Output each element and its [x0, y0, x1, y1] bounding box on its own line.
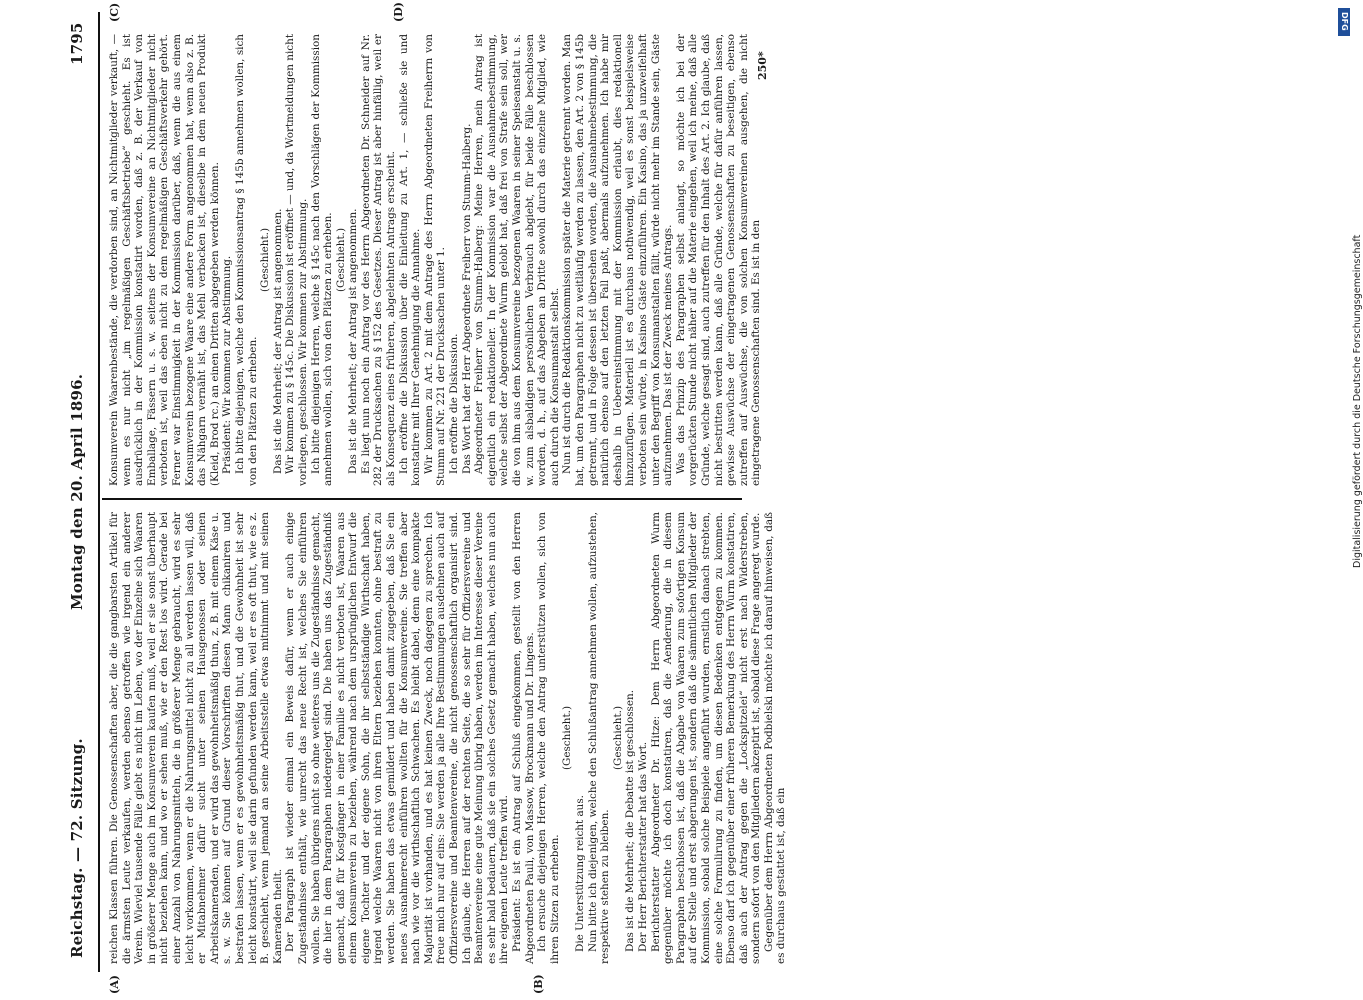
procedural-note: (Geschieht.) [334, 227, 347, 293]
paragraph: Präsident: Es ist ein Antrag auf Schluß eingekommen, gestellt von den Herren Abgeordneten Pauli, von Massow, Brockmann und Dr. Lingens. [511, 512, 536, 964]
paragraph: Berichterstatter Abgeordneter Dr. Hitze: Dem Herrn Abgeordneten Wurm gegenüber möchte ich doch konstatiren, daß die Aenderung, die in diesem Paragraphen beschlossen ist, daß die Abgabe von Waaren zum sofortigen Konsum auf der Stelle und erst abgerungen ist, sondern daß die sämmtlichen Mitglieder der Kommission, sobald solche Beispiele angeführt wurden, ernstlich danach strebten, eine solche Formulirung zu finden, um diesen Bedenken entgegen zu kommen. Ebenso darf ich gegenüber einer früheren Bemerkung des Herrn Wurm konstatiren, daß auch der Antrag gegen die „Lockspitzelei“ nicht erst nach Widerstreben, sondern sofort von den Mitgliedern akzeptirt ist, sobald diese Frage angeregt wurde. [649, 512, 763, 964]
header-rule [98, 12, 100, 972]
paragraph: Ich ersuche diejenigen Herren, welche den Antrag unterstützen wollen, sich von ihren Sitzen zu erheben. [536, 512, 561, 964]
dfg-logo: DFG [1338, 8, 1350, 36]
text-column-left [108, 512, 788, 964]
paragraph: Präsident: Wir kommen zur Abstimmung. [221, 255, 234, 474]
paragraph: Es liegt nun noch ein Antrag vor des Herrn Abgeordneten Dr. Schneider auf Nr. 282 der Drucksachen zu § 152 des Gesetzes. Dieser Antrag ist aber hinfällig, weil er als Konsequenz eines früheren, abgelehnten Antrags erscheint. [359, 34, 398, 486]
credit-text: Digitalisierung gefördert durch die Deutsche Forschungsgemeinschaft [1352, 234, 1363, 568]
paragraph: Die Unterstützung reicht aus. [573, 795, 586, 952]
margin-marker-a: (A) [108, 975, 121, 994]
margin-marker-b: (B) [532, 974, 545, 994]
paragraph: Ich bitte diejenigen Herren, welche § 145c nach den Vorschlägen der Kommission annehmen wollen, sich von den Plätzen zu erheben. [309, 34, 335, 486]
paragraph: Konsumverein Waarenbestände, die verdorben sind, an Nichtmitglieder verkauft, — wenn es nur nicht „im regelmäßigen Geschäftsbetriebe“ geschieht. Es ist ausdrücklich in der Kommission konstatirt worden, daß z. B. der Verkauf von Emballage, Fässern u. s. w. seitens der Konsumvereine an Nichtmitglieder nicht verboten ist, weil das eben nicht zu dem regelmäßigen Geschäftsverkehr gehört. Ferner war Einstimmigkeit in der Kommission darüber, daß, wenn die aus einem Konsumverein bezogene Waare eine andere Form angenommen hat, wenn also z. B. das Nähgarn vernäht ist, das Mehl verbacken ist, dieselbe in dem neuen Produkt (Kleid, Brod rc.) an einen Dritten abgegeben werden können. [108, 34, 221, 486]
paragraph: Abgeordneter Freiherr von Stumm-Halberg: Meine Herren, mein Antrag ist eigentlich ein redaktioneller. In der Kommission war die Ausnahmebestimmung, welche selbst der Abgeordnete Wurm gelobt hat, daß frei von Strafe sein soll, wer die von ihm aus dem Konsumvereine bezogenen Waaren in seiner Speiseanstalt u. s. w. zum alsbaldigen persönlichen Verbrauch abgiebt, für beide Fälle beschlossen worden, d. h., auf das Abgeben an Dritte sowohl durch das einzelne Mitglied, wie auch durch die Konsumanstalt selbst. [473, 34, 561, 486]
procedural-note: (Geschieht.) [561, 705, 574, 771]
signature-number: 250* [756, 51, 769, 80]
header-session: Reichstag. — 72. Sitzung. [68, 738, 86, 958]
text-column-right [108, 34, 788, 486]
procedural-note: (Geschieht.) [259, 227, 272, 293]
paragraph: Nun bitte ich diejenigen, welche den Schlußantrag annehmen wollen, aufzustehen, respektive stehen zu bleiben. [586, 512, 612, 964]
margin-marker-c: (C) [108, 2, 121, 22]
paragraph: Das ist die Mehrheit; die Debatte ist geschlossen. [624, 689, 637, 952]
procedural-note: (Geschieht.) [611, 705, 624, 771]
paragraph: Das ist die Mehrheit; der Antrag ist angenommen. [271, 208, 284, 474]
paragraph: Was das Prinzip des Paragraphen selbst anlangt, so möchte ich bei der vorgerückten Stunde nicht näher auf die Materie eingehen, weil ich meine, daß alle Gründe, welche gesagt sind, auch zutreffen für den Inhalt des Art. 2. Ich glaube, daß nicht bestritten werden kann, daß alle Gründe, welche für dafür anführen lassen, gewisse Auswüchse der eingetragenen Genossenschaften zu beseitigen, ebenso zutreffen auf Auswüchse, die von solchen Konsumvereinen ausgehen, die nicht eingetragene Genossenschaften sind. Es ist in den [674, 34, 763, 486]
header-page-number: 1795 [68, 22, 86, 65]
paragraph: Das ist die Mehrheit; der Antrag ist angenommen. [347, 208, 360, 474]
paragraph: Ich bitte diejenigen, welche den Kommissionsantrag § 145b annehmen wollen, sich von den Plätzen zu erheben. [233, 34, 259, 486]
paragraph: Wir kommen zu Art. 2 mit dem Antrage des Herrn Abgeordneten Freiherrn von Stumm auf Nr. 221 der Drucksachen unter 1. [422, 34, 448, 486]
page-header [62, 0, 96, 1000]
paragraph: Gegenüber dem Herrn Abgeordneten Podbielski möchte ich darauf hinweisen, daß es durchaus gestattet ist, daß ein [762, 512, 788, 964]
margin-marker-d: (D) [392, 2, 405, 22]
column-divider [102, 498, 742, 500]
paragraph: Ich eröffne die Diskussion. [448, 333, 461, 474]
paragraph: Das Wort hat der Herr Abgeordnete Freiherr von Stumm-Halberg. [460, 123, 473, 474]
paragraph: Ich eröffne die Diskussion über die Einleitung zu Art. 1, — schließe sie und konstatire mit Ihrer Genehmigung die Annahme. [397, 34, 423, 486]
paragraph: Der Herr Berichterstatter hat das Wort. [636, 741, 649, 952]
document-page [62, 0, 1302, 1000]
paragraph: Wir kommen zu § 145c. Die Diskussion ist eröffnet — und, da Wortmeldungen nicht vorliegen, geschlossen. Wir kommen zur Abstimmung. [284, 34, 309, 486]
paragraph: Der Paragraph ist wieder einmal ein Beweis dafür, wenn er auch einige Zugeständnisse enthält, wie unrecht das neue Recht ist, welches Sie einführen wollen. Sie haben übrigens nicht so ohne weiteres uns die Zugeständnisse gemacht, die hier in dem Paragraphen niedergelegt sind. Die haben uns das Zugeständniß gemacht, daß für Kostgänger in einer Familie es nicht verboten ist, Waaren aus einem Konsumverein zu beziehen, während nach dem ursprünglichen Entwurf die eigene Tochter und der eigene Sohn, die ihr selbstständige Wirthschaft haben, irgend welche Waaren nicht von ihren Eltern beziehen konnten, ohne bestraft zu werden. Sie haben das etwas gemildert und haben damit zugegeben, daß Sie ein neues Ausnahmerecht einführen wollten für die Konsumvereine. Sie treffen aber nach wie vor die wirthschaftlich Schwachen. Es bleibt dabei, denn eine kompakte Majorität ist vorhanden, und es hat keinen Zweck, noch dagegen zu sprechen. Ich freue mich nur auf eins: Sie werden ja alle Ihre Bestimmungen ausdehnen auch auf Offiziersvereine und Beamtenvereine, die nicht genossenschaftlich organisirt sind. Ich glaube, die Herren auf der rechten Seite, die so sehr für Offiziersvereine und Beamtenvereine eine gute Meinung übrig haben, werden im Interesse dieser Vereine es sehr bald bedauern, daß sie ein solches Gesetz gemacht haben, welches nun auch ihre eigenen Leute treffen wird. [284, 512, 511, 964]
digitization-credit [1336, 8, 1363, 992]
paragraph: reichen Klassen führen. Die Genossenschaften aber, die die gangbarsten Artikel für die ärmsten Leute verkaufen, werden ebenso getroffen wie irgend ein anderer Verein. Wieviel tausende Fälle giebt es nicht im Leben, wo der Einzelne sich Waaren in größerer Menge auch im Konsumverein kaufen muß, weil er sie sonst überhaupt nicht beziehen kann, und wo er sehen muß, wie er den Rest los wird. Gerade bei einer Anzahl von Nahrungsmitteln, die in größerer Menge gebraucht, wird es sehr leicht vorkommen, wenn er die Nahrungsmittel nicht zu all werden lassen will, daß er Mitabnehmer dafür sucht unter seinen Hausgenossen oder seinen Arbeitskameraden, und er wird das gewohnheitsmäßig thun, z. B. mit einem Käse u. s. w. Sie können auf Grund dieser Vorschriften diesen Mann chikaniren und bestrafen lassen, wenn er es gewohnheitsmäßig thut, und die Gewohnheit ist sehr leicht konstatirt, weil sie darin gefunden werden kann, weil er es oft thut, wie es z. B. geschieht, wenn jemand an seine Arbeitsstelle etwas mitnimmt und mit seinen Kameraden theilt. [108, 512, 284, 964]
paragraph: Nun ist durch die Redaktionskommission später die Materie getrennt worden. Man hat, um den Paragraphen nicht zu weitläufig werden zu lassen, den Art. 2 von § 145b getrennt, und in Folge dessen ist übersehen worden, die Ausnahmebestimmung, die natürlich ebenso auf den letzten Fall paßt, abermals aufzunehmen. Ich habe mir deshalb in Uebereinstimmung mit der Kommission erlaubt, dies redaktionell hinzuzufügen. Materiell ist es durchaus nothwendig, weil es sonst beispielsweise verboten sein würde, in Kasinos Gäste einzuführen. Ein Kasino, das ja unzweifelhaft unter den Begriff von Konsumanstalten fällt, würde nicht mehr im Stande sein, Gäste aufzunehmen. Das ist der Zweck meines Antrags. [561, 34, 675, 486]
header-date: Montag den 20. April 1896. [68, 373, 86, 610]
